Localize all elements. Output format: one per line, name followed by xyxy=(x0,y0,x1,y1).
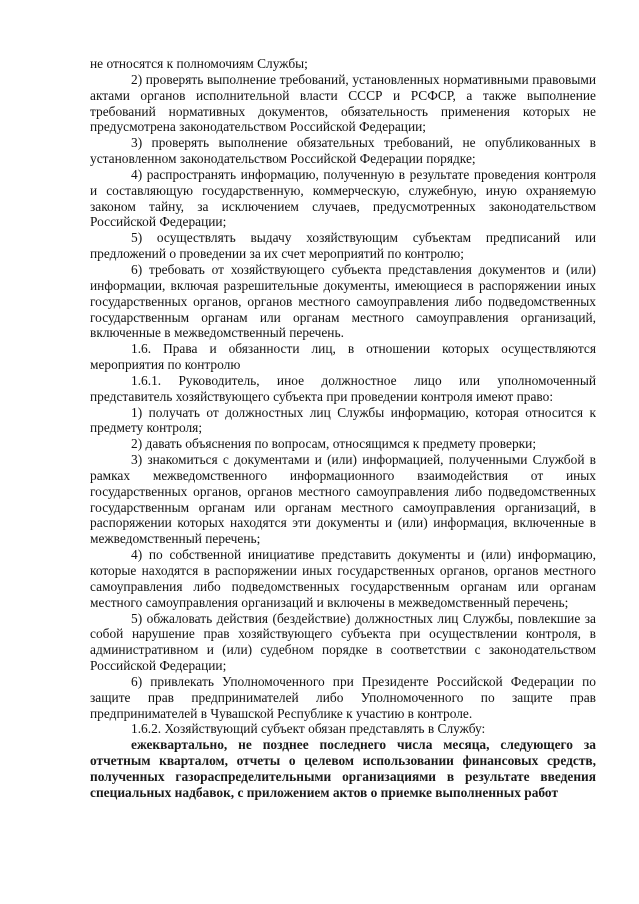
right-item-6: 6) привлекать Уполномоченного при Президенте Российской Федерации по защите прав предпринимателей либо Уполномоченного по защите прав предпринимателей в Чувашской Республике к участию в контроле. xyxy=(90,673,596,721)
right-item-1: 1) получать от должностных лиц Службы информацию, которая относится к предмету контроля; xyxy=(90,404,596,436)
right-item-4: 4) по собственной инициативе представить документы и (или) информацию, которые находятся в распоряжении иных государственных органов, органов местного самоуправления либо подведомственных государственным органам или органам местного самоуправления организаций и включены в межведомственный перечень; xyxy=(90,547,596,610)
paragraph-item-6: 6) требовать от хозяйствующего субъекта представления документов и (или) информации, включая разрешительные документы, имеющиеся в распоряжении иных государственных органов, органов местного самоуправления либо подведомственных государственным органам или органам местного самоуправления организаций, включенные в межведомственный перечень. xyxy=(90,261,596,341)
paragraph-item-3: 3) проверять выполнение обязательных требований, не опубликованных в установленном законодательством Российской Федерации порядке; xyxy=(90,135,596,167)
paragraph-item-5: 5) осуществлять выдачу хозяйствующим субъектам предписаний или предложений о проведении за их счет мероприятий по контролю; xyxy=(90,230,596,262)
paragraph-item-2: 2) проверять выполнение требований, установленных нормативными правовыми актами органов исполнительной власти СССР и РСФСР, а также выполнение требований нормативных документов, обязательность применения которых не предусмотрена законодательством Российской Федерации; xyxy=(90,71,596,135)
paragraph-1-6-2: 1.6.2. Хозяйствующий субъект обязан представлять в Службу: xyxy=(131,721,486,737)
paragraph-item-4: 4) распространять информацию, полученную в результате проведения контроля и составляющую государственную, коммерческую, служебную, иную охраняемую законом тайну, за исключением случаев, предусмотренных законодательством Российской Федерации; xyxy=(90,166,596,230)
paragraph-1-6-1: 1.6.1. Руководитель, иное должностное лицо или уполномоченный представитель хозяйствующего субъекта при проведении контроля имеют право: xyxy=(90,372,596,404)
section-heading-1-6: 1.6. Права и обязанности лиц, в отношении которых осуществляются мероприятия по контролю xyxy=(90,341,596,373)
obligation-quarterly-reports: ежеквартально, не позднее последнего числа месяца, следующего за отчетным кварталом, отчеты о целевом использовании финансовых средств, полученных газораспределительными организациями в результате введения специальных надбавок, с приложением актов о приемке выполненных работ xyxy=(90,737,596,800)
document-page xyxy=(90,56,596,801)
right-item-3: 3) знакомиться с документами и (или) информацией, полученными Службой в рамках межведомственного информационного взаимодействия от иных государственных органов, органов местного самоуправления либо подведомственных государственным органам или органам местного самоуправления организаций, в распоряжении которых находятся эти документы и (или) информация, включенные в межведомственный перечень; xyxy=(90,452,596,547)
paragraph-continuation: не относятся к полномочиям Службы; xyxy=(90,56,308,71)
right-item-2: 2) давать объяснения по вопросам, относящимся к предмету проверки; xyxy=(131,436,537,452)
right-item-5: 5) обжаловать действия (бездействие) должностных лиц Службы, повлекшие за собой нарушение прав хозяйствующего субъекта при осуществлении контроля, в административном и (или) судебном порядке в соответствии с законодательством Российской Федерации; xyxy=(90,610,596,674)
